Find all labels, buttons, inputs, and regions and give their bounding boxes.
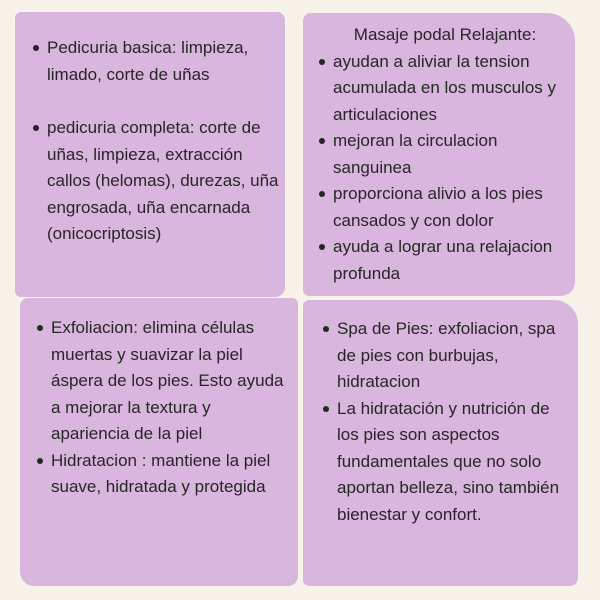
card-spa-de-pies [303, 300, 578, 586]
list-item: La hidratación y nutrición de los pies son aspectos fundamentales que no solo aportan belleza, sino también bienestar y confort. [323, 396, 573, 529]
list-item: pedicuria completa: corte de uñas, limpieza, extracción callos (helomas), durezas, uña engrosada, uña encarnada (onicocriptosis) [33, 115, 283, 248]
list-item: proporciona alivio a los pies cansados y con dolor [319, 181, 571, 234]
card-text [33, 35, 283, 248]
card-masaje-podal [303, 13, 575, 296]
card-title: Masaje podal Relajante: [353, 25, 537, 44]
card-text [319, 22, 571, 287]
list-item: ayuda a lograr una relajacion profunda [319, 234, 571, 287]
bullet-list [37, 315, 292, 501]
card-text [37, 315, 292, 501]
list-item: Exfoliacion: elimina células muertas y suavizar la piel áspera de los pies. Esto ayuda a mejorar la textura y apariencia de la piel [37, 315, 292, 448]
bullet-list [323, 316, 573, 528]
list-item: Pedicuria basica: limpieza, limado, corte de uñas [33, 35, 283, 88]
card-pedicuria [15, 12, 285, 297]
bullet-list [33, 35, 283, 248]
list-item: Hidratacion : mantiene la piel suave, hidratada y protegida [37, 448, 292, 501]
bullet-list [319, 49, 571, 288]
list-item: mejoran la circulacion sanguinea [319, 128, 571, 181]
list-item: Spa de Pies: exfoliacion, spa de pies con burbujas, hidratacion [323, 316, 573, 396]
card-text [323, 316, 573, 528]
card-exfoliacion [20, 298, 298, 586]
list-item: ayudan a aliviar la tension acumulada en los musculos y articulaciones [319, 49, 571, 129]
